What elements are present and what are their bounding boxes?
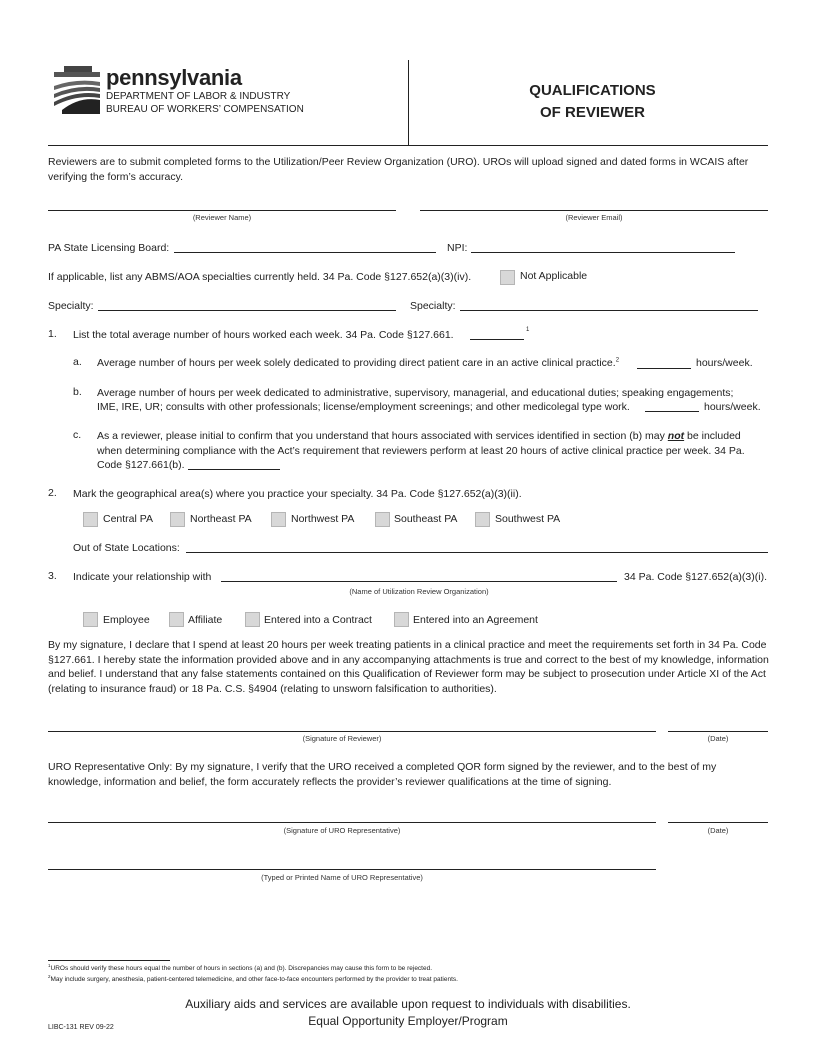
uro-name-field[interactable]: [221, 581, 617, 582]
reviewer-date-field[interactable]: [668, 731, 768, 732]
q1c-text-before: As a reviewer, please initial to confirm that you understand that hours associated with services identified in section (b) may: [97, 430, 668, 442]
q1a-footnote-ref: 2: [615, 357, 620, 364]
npi-field[interactable]: [471, 252, 735, 253]
uro-signature-field[interactable]: [48, 822, 656, 823]
form-title-line2: OF REVIEWER: [539, 104, 645, 121]
q1c-text-after: be included when determining compliance with the Act’s requirement that reviewers perform at least 20 hours of active clinical practice per week. 34 Pa. Code §127.661(b).: [97, 430, 745, 471]
agency-name: pennsylvania: [106, 65, 242, 90]
relationship-employee-checkbox[interactable]: [83, 612, 98, 627]
footnote-2: [48, 973, 458, 983]
q1a-hours-field[interactable]: [637, 368, 691, 369]
q1-total-hours-field[interactable]: [470, 339, 524, 340]
footnote-1-text: UROs should verify these hours equal the number of hours in sections (a) and (b). Discrepancies may cause this form to be rejected.: [50, 965, 433, 972]
department-name: DEPARTMENT OF LABOR & INDUSTRY: [106, 91, 291, 102]
region-northeast-checkbox[interactable]: [170, 512, 185, 527]
reviewer-date-caption: (Date): [707, 734, 729, 743]
uro-signature-caption: (Signature of URO Representative): [283, 826, 401, 835]
header-divider-vertical: [408, 60, 409, 145]
intro-text: Reviewers are to submit completed forms to the Utilization/Peer Review Organization (URO). UROs will upload signed and dated forms in WCAIS after verifying the form’s accuracy.: [48, 156, 749, 183]
relationship-affiliate-checkbox[interactable]: [169, 612, 184, 627]
q1c-text-emph: not: [667, 430, 685, 442]
footnote-1-mark: 1: [48, 962, 51, 968]
specialty-label-2: Specialty:: [410, 300, 456, 312]
reviewer-signature-caption: (Signature of Reviewer): [302, 734, 382, 743]
uro-date-caption: (Date): [707, 826, 729, 835]
uro-statement: URO Representative Only: By my signature, I verify that the URO received a completed QOR form signed by the reviewer, and to the best of my knowledge, information and belief, the form accurately reflects the provider’s reviewer qualifications at the time of signing.: [48, 761, 717, 788]
relationship-employee-label: Employee: [103, 614, 150, 626]
q1b-text-line2: IME, IRE, UR; consults with other professionals; license/employment screenings; and other medicolegal type work.: [97, 401, 630, 413]
q2-number: 2.: [48, 487, 57, 499]
q3-code: 34 Pa. Code §127.652(a)(3)(i).: [624, 571, 767, 583]
specialty-field-1[interactable]: [98, 310, 396, 311]
relationship-contract-checkbox[interactable]: [245, 612, 260, 627]
q1a-text-body: Average number of hours per week solely dedicated to providing direct patient care in an active clinical practice.: [97, 357, 616, 369]
q1-number: 1.: [48, 328, 57, 340]
q1b-unit: hours/week.: [704, 401, 761, 413]
q1b-hours-field[interactable]: [645, 411, 699, 412]
relationship-agreement-checkbox[interactable]: [394, 612, 409, 627]
relationship-contract-label: Entered into a Contract: [264, 614, 372, 626]
q1b-letter: b.: [73, 386, 82, 398]
licensing-board-label: PA State Licensing Board:: [48, 242, 170, 254]
footer-line2: Equal Opportunity Employer/Program: [308, 1014, 508, 1028]
q2-text: Mark the geographical area(s) where you practice your specialty. 34 Pa. Code §127.652(a)(3)(ii).: [73, 488, 522, 500]
npi-label: NPI:: [447, 242, 468, 254]
region-southwest-checkbox[interactable]: [475, 512, 490, 527]
q1c-letter: c.: [73, 429, 82, 441]
pa-keystone-logo: [52, 66, 102, 116]
footnote-2-mark: 2: [48, 973, 51, 979]
out-of-state-label: Out of State Locations:: [73, 542, 180, 554]
specialty-label-1: Specialty:: [48, 300, 94, 312]
reviewer-email-field[interactable]: [420, 210, 768, 211]
region-southwest-label: Southwest PA: [495, 513, 561, 525]
reviewer-name-caption: (Reviewer Name): [192, 213, 252, 222]
uro-date-field[interactable]: [668, 822, 768, 823]
uro-printed-name-field[interactable]: [48, 869, 656, 870]
form-title-line1: QUALIFICATIONS: [529, 82, 656, 99]
form-id: LIBC-131 REV 09-22: [48, 1024, 114, 1031]
bureau-name: BUREAU OF WORKERS’ COMPENSATION: [106, 104, 304, 115]
footnote-1: [48, 962, 433, 972]
region-southeast-checkbox[interactable]: [375, 512, 390, 527]
reviewer-name-field[interactable]: [48, 210, 396, 211]
q3-number: 3.: [48, 570, 57, 582]
region-northwest-checkbox[interactable]: [271, 512, 286, 527]
q1b-text-line1: Average number of hours per week dedicated to administrative, supervisory, managerial, and educational duties; speaking engagements;: [97, 387, 734, 399]
footnote-2-text: May include surgery, anesthesia, patient-centered telemedicine, and other face-to-face encounters performed by the provider to treat patients.: [50, 976, 458, 983]
q1-text: [73, 328, 454, 343]
q1-text-body: List the total average number of hours worked each week. 34 Pa. Code §127.661.: [73, 329, 454, 341]
specialties-question: If applicable, list any ABMS/AOA specialties currently held. 34 Pa. Code §127.652(a)(3)(iv).: [48, 271, 472, 283]
footer-line1: Auxiliary aids and services are available upon request to individuals with disabilities.: [185, 997, 631, 1011]
q3-text: Indicate your relationship with: [73, 571, 212, 583]
region-northwest-label: Northwest PA: [291, 513, 355, 525]
footnote-divider: [48, 960, 170, 961]
uro-name-caption: (Name of Utilization Review Organization): [349, 587, 489, 596]
header-divider-horizontal: [48, 145, 768, 146]
reviewer-email-caption: (Reviewer Email): [565, 213, 623, 222]
region-northeast-label: Northeast PA: [190, 513, 252, 525]
not-applicable-label: Not Applicable: [520, 270, 588, 282]
q1a-unit: hours/week.: [696, 357, 753, 369]
licensing-board-field[interactable]: [174, 252, 436, 253]
relationship-affiliate-label: Affiliate: [188, 614, 223, 626]
q1c-initial-field[interactable]: [188, 469, 280, 470]
region-central-checkbox[interactable]: [83, 512, 98, 527]
region-southeast-label: Southeast PA: [394, 513, 458, 525]
q1c-text: [97, 429, 765, 473]
q1a-text: [97, 356, 619, 371]
region-central-label: Central PA: [103, 513, 153, 525]
q1a-letter: a.: [73, 356, 82, 368]
uro-printed-name-caption: (Typed or Printed Name of URO Representative): [261, 873, 423, 882]
out-of-state-field[interactable]: [186, 552, 768, 553]
declaration-text: By my signature, I declare that I spend at least 20 hours per week treating patients in a clinical practice and meet the requirements set forth in 34 Pa. Code §127.661. I hereby state the information provided above and in any accompanying attachments is true and correct to the best of my knowledge, information and belief. I understand that any false statements contained on this Qualification of Reviewer form may be subject to prosecution under Article XI of the Act (relating to insurance fraud) or 18 Pa. C.S. §4904 (relating to unsworn falsification to authorities).: [48, 639, 769, 695]
not-applicable-checkbox[interactable]: [500, 270, 515, 285]
specialty-field-2[interactable]: [460, 310, 758, 311]
relationship-agreement-label: Entered into an Agreement: [413, 614, 538, 626]
reviewer-signature-field[interactable]: [48, 731, 656, 732]
